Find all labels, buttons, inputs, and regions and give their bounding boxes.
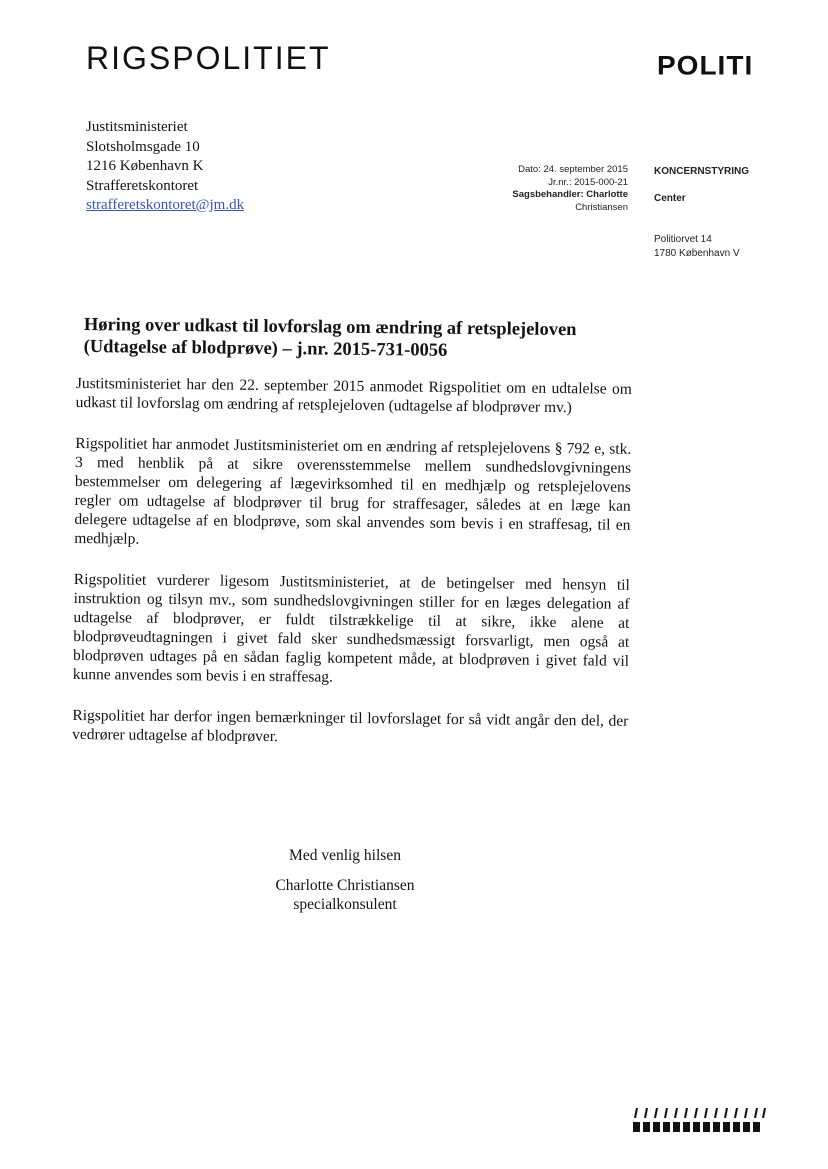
closing-greeting: Med venlig hilsen [289, 847, 401, 864]
recipient-address [86, 118, 244, 216]
recipient-line: Justitsministeriet [86, 119, 188, 135]
signatory-name: Charlotte Christiansen [275, 877, 415, 894]
sender-street: Politiorvet 14 [654, 234, 712, 245]
letter-closing [245, 846, 445, 914]
body-paragraph: Rigspolitiet har anmodet Justitsministeriet om en ændring af retsplejelovens § 792 e, stk. 3 med henblik på at sikre overensstemmelse mellem sundhedslovgivningens bestemmelser om delegering af lægevirksomhed til en medhjælp og retsplejelovens regler om udtagelse af blodprøver til brug for straffesager, således at en læge kan delegere udtagelse af en blodprøve, som skal anvendes som bevis i en straffesag, til en medhjælp. [74, 434, 632, 548]
case-handler: Sagsbehandler: Charlotte [512, 189, 628, 200]
department-block [654, 166, 749, 204]
sender-city: 1780 København V [654, 248, 740, 259]
body-paragraph: Rigspolitiet vurderer ligesom Justitsministeriet, at de betingelser med hensyn til instruktion og tilsyn mv., som sundhedslovgivningen stiller for en læges delegation af udtagelse af blodprøver, er fuldt tilstrækkelige til at sikre, ikke alene at blodprøveudtagningen i givet fald sker sundhedsmæssigt forsvarligt, men også at blodprøven udtages på en sådan faglig kompetent måde, at blodprøven i givet fald vil kunne anvendes som bevis i en straffesag. [72, 570, 630, 686]
sender-address [654, 233, 740, 261]
journal-number: Jr.nr.: 2015-000-21 [548, 176, 628, 188]
body-paragraph: Justitsministeriet har den 22. september 2015 anmodet Rigspolitiet om en udtalelse om udkast til lovforslag om ændring af retsplejeloven (udtagelse af blodprøver mv.) [75, 374, 632, 417]
recipient-line: Slotsholmsgade 10 [86, 138, 200, 155]
recipient-line: Strafferetskontoret [86, 177, 199, 194]
body-paragraph: Rigspolitiet har derfor ingen bemærkninger til lovforslaget for så vidt angår den del, der vedrører udtagelse af blodprøver. [72, 706, 629, 746]
signatory-title: specialkonsulent [293, 896, 397, 913]
letter-subject [84, 314, 644, 364]
letter-body [72, 374, 632, 772]
letter-meta [470, 164, 628, 214]
subject-line: Høring over udkast til lovforslag om ændring af retsplejeloven [83, 314, 577, 341]
recipient-line: 1216 København K [86, 158, 204, 174]
org-title: RIGSPOLITIET [86, 40, 331, 76]
department-name: KONCERNSTYRING [654, 166, 750, 177]
subject-line: (Udtagelse af blodprøve) – j.nr. 2015-731-0056 [83, 336, 448, 361]
politi-logo: POLITI [657, 50, 754, 81]
recipient-email-link[interactable]: strafferetskontoret@jm.dk [86, 197, 245, 213]
department-unit: Center [654, 193, 686, 204]
case-handler-name: Christiansen [575, 201, 628, 213]
scan-marks-icon [633, 1108, 769, 1134]
letter-date: Dato: 24. september 2015 [518, 164, 628, 175]
